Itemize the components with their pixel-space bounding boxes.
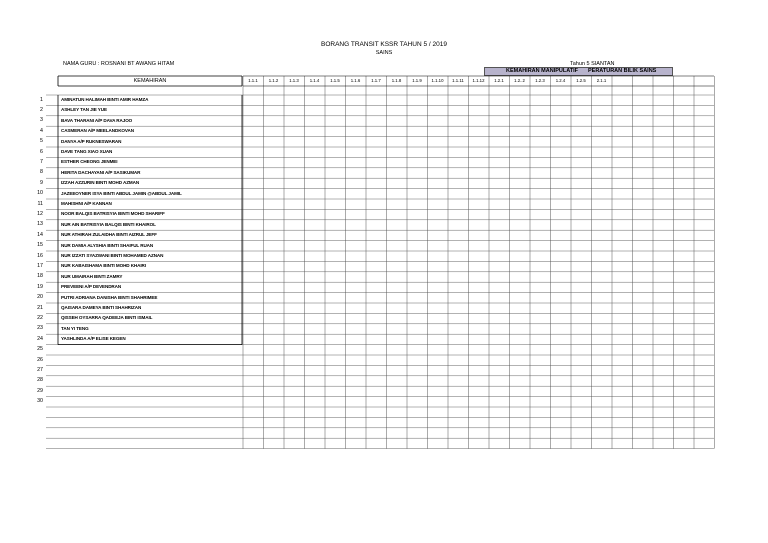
student-name: JAZEEOYNER ISYA BINTI ABDUL JAMIN @ABDUL JAMIL <box>61 190 182 196</box>
student-name: NUR AIN BATRISYIA BALQIS BINTI KHAIROL <box>61 221 156 227</box>
column-header: 1.1.2 <box>268 78 279 83</box>
section-peraturan: PERATURAN BILIK SAINS <box>588 68 657 74</box>
student-name: PREVEENI A/P DEVENDRAN <box>61 284 122 290</box>
row-number: 8 <box>40 169 43 176</box>
row-number: 14 <box>37 231 43 238</box>
student-name: YASHLINDA A/P ELISE KEGEN <box>61 336 126 342</box>
row-number: 11 <box>37 200 43 207</box>
student-name: ASHLEY TAN JIE YUE <box>61 107 107 113</box>
student-name: DANYA A/P RUKNESWARAN <box>61 138 122 144</box>
student-name: DAVE TANG XIAO XUAN <box>61 149 113 154</box>
student-name: NUR ATHIRAH ZULAIDHA BINTI AIZRUL JEFF <box>61 232 157 238</box>
column-header: 1.2.1 <box>494 78 504 83</box>
row-number: 21 <box>37 304 43 311</box>
column-header: 1.1.11 <box>452 78 464 83</box>
column-header: 1.1.1 <box>248 78 258 83</box>
column-header: 1.2.5 <box>576 78 586 83</box>
row-number: 2 <box>40 106 43 113</box>
student-name: TAN YI TENG <box>61 325 89 331</box>
student-name: HERITA DACHAYANI A/P SASIKUMAR <box>61 169 141 175</box>
student-name: NUR DAMIA ALYSHIA BINTI SHAIFUL RUAN <box>61 242 154 248</box>
row-number: 15 <box>37 242 43 249</box>
student-name: QISSEH OYSARRA QADEEJA BINTI ISMAIL <box>61 315 153 321</box>
student-name: ESTHER CHEONG JENMEI <box>61 159 118 165</box>
kemahiran-header: KEMAHIRAN <box>133 78 167 84</box>
row-number: 24 <box>37 335 43 342</box>
column-header: 1.1.3 <box>289 78 299 83</box>
column-header: 1.2..2 <box>514 78 525 83</box>
row-number: 4 <box>40 127 43 134</box>
form-title: BORANG TRANSIT KSSR TAHUN 5 / 2019 <box>321 41 447 48</box>
row-number: 20 <box>37 294 43 301</box>
row-number: 25 <box>37 346 43 353</box>
student-name: BAVA THARANI A/P DAVA RAJOO <box>61 117 133 123</box>
row-number: 30 <box>37 398 43 405</box>
student-name: CASMERAN A/P MEELANDKOVAN <box>61 128 134 134</box>
row-number: 9 <box>40 179 43 186</box>
row-number: 23 <box>37 325 43 332</box>
row-number: 19 <box>37 283 43 290</box>
column-header: 1.1.10 <box>431 78 444 83</box>
student-name: NOOR BALQIS BATRISYIA BINTI MOHD SHARIFF <box>61 211 165 217</box>
class-label: Tahun 5 SIANTAN <box>570 61 615 67</box>
column-header: 1.1.5 <box>330 78 340 83</box>
column-header: 1.1.4 <box>309 78 320 83</box>
column-header: 1.1.8 <box>391 78 402 83</box>
row-number: 10 <box>37 190 43 197</box>
column-header: 1.1.12 <box>472 78 485 83</box>
student-name: NUR KABAISHAMA BINTI MOHD KHAIRI <box>61 263 146 269</box>
column-header: 1.2.3 <box>535 78 545 83</box>
column-header: 1.1.9 <box>412 78 422 83</box>
section-manipulatif: KEMAHIRAN MANIPULATIF <box>506 68 579 74</box>
student-name: AMINATUN HALIMAH BINTI AMIR HAMZA <box>61 97 149 102</box>
row-number: 17 <box>37 262 43 269</box>
row-number: 5 <box>40 138 43 145</box>
row-number: 29 <box>37 387 43 394</box>
column-header: 1.2.4 <box>555 78 566 83</box>
student-name: NUR IZZATI SYAZWANI BINTI MOHAMED AZNAN <box>61 253 164 258</box>
column-header: 1.1.7 <box>371 78 381 83</box>
row-number: 3 <box>40 117 43 124</box>
row-number: 18 <box>37 273 43 280</box>
column-header: 1.1.6 <box>350 78 361 83</box>
subject-label: SAINS <box>375 50 393 56</box>
teacher-name: NAMA GURU : ROSNANI BT AWANG HITAM <box>63 61 175 67</box>
row-number: 22 <box>37 314 43 321</box>
row-number: 26 <box>37 356 43 363</box>
student-name: IZZAH AZZURIN BINTI MOHD AZMAN <box>61 180 140 186</box>
row-number: 13 <box>37 221 43 228</box>
row-number: 12 <box>37 210 43 217</box>
row-number: 28 <box>37 377 43 384</box>
student-name: MAHISHNI A/P KANNAN <box>61 201 112 206</box>
student-name: QAISARA DAMEYA BINTI SHAHRIZAN <box>61 305 142 310</box>
row-number: 6 <box>40 148 43 155</box>
student-name: PUTRI ADRIANA DANISHA BINTI SHAHRIMEE <box>61 294 158 300</box>
row-number: 1 <box>40 96 43 103</box>
row-number: 7 <box>40 158 43 165</box>
student-name: NUR UMAIRAH BINTI ZAMRY <box>61 273 123 279</box>
row-number: 27 <box>37 366 43 373</box>
column-header: 2.1.1 <box>596 78 607 83</box>
row-number: 16 <box>37 252 43 259</box>
